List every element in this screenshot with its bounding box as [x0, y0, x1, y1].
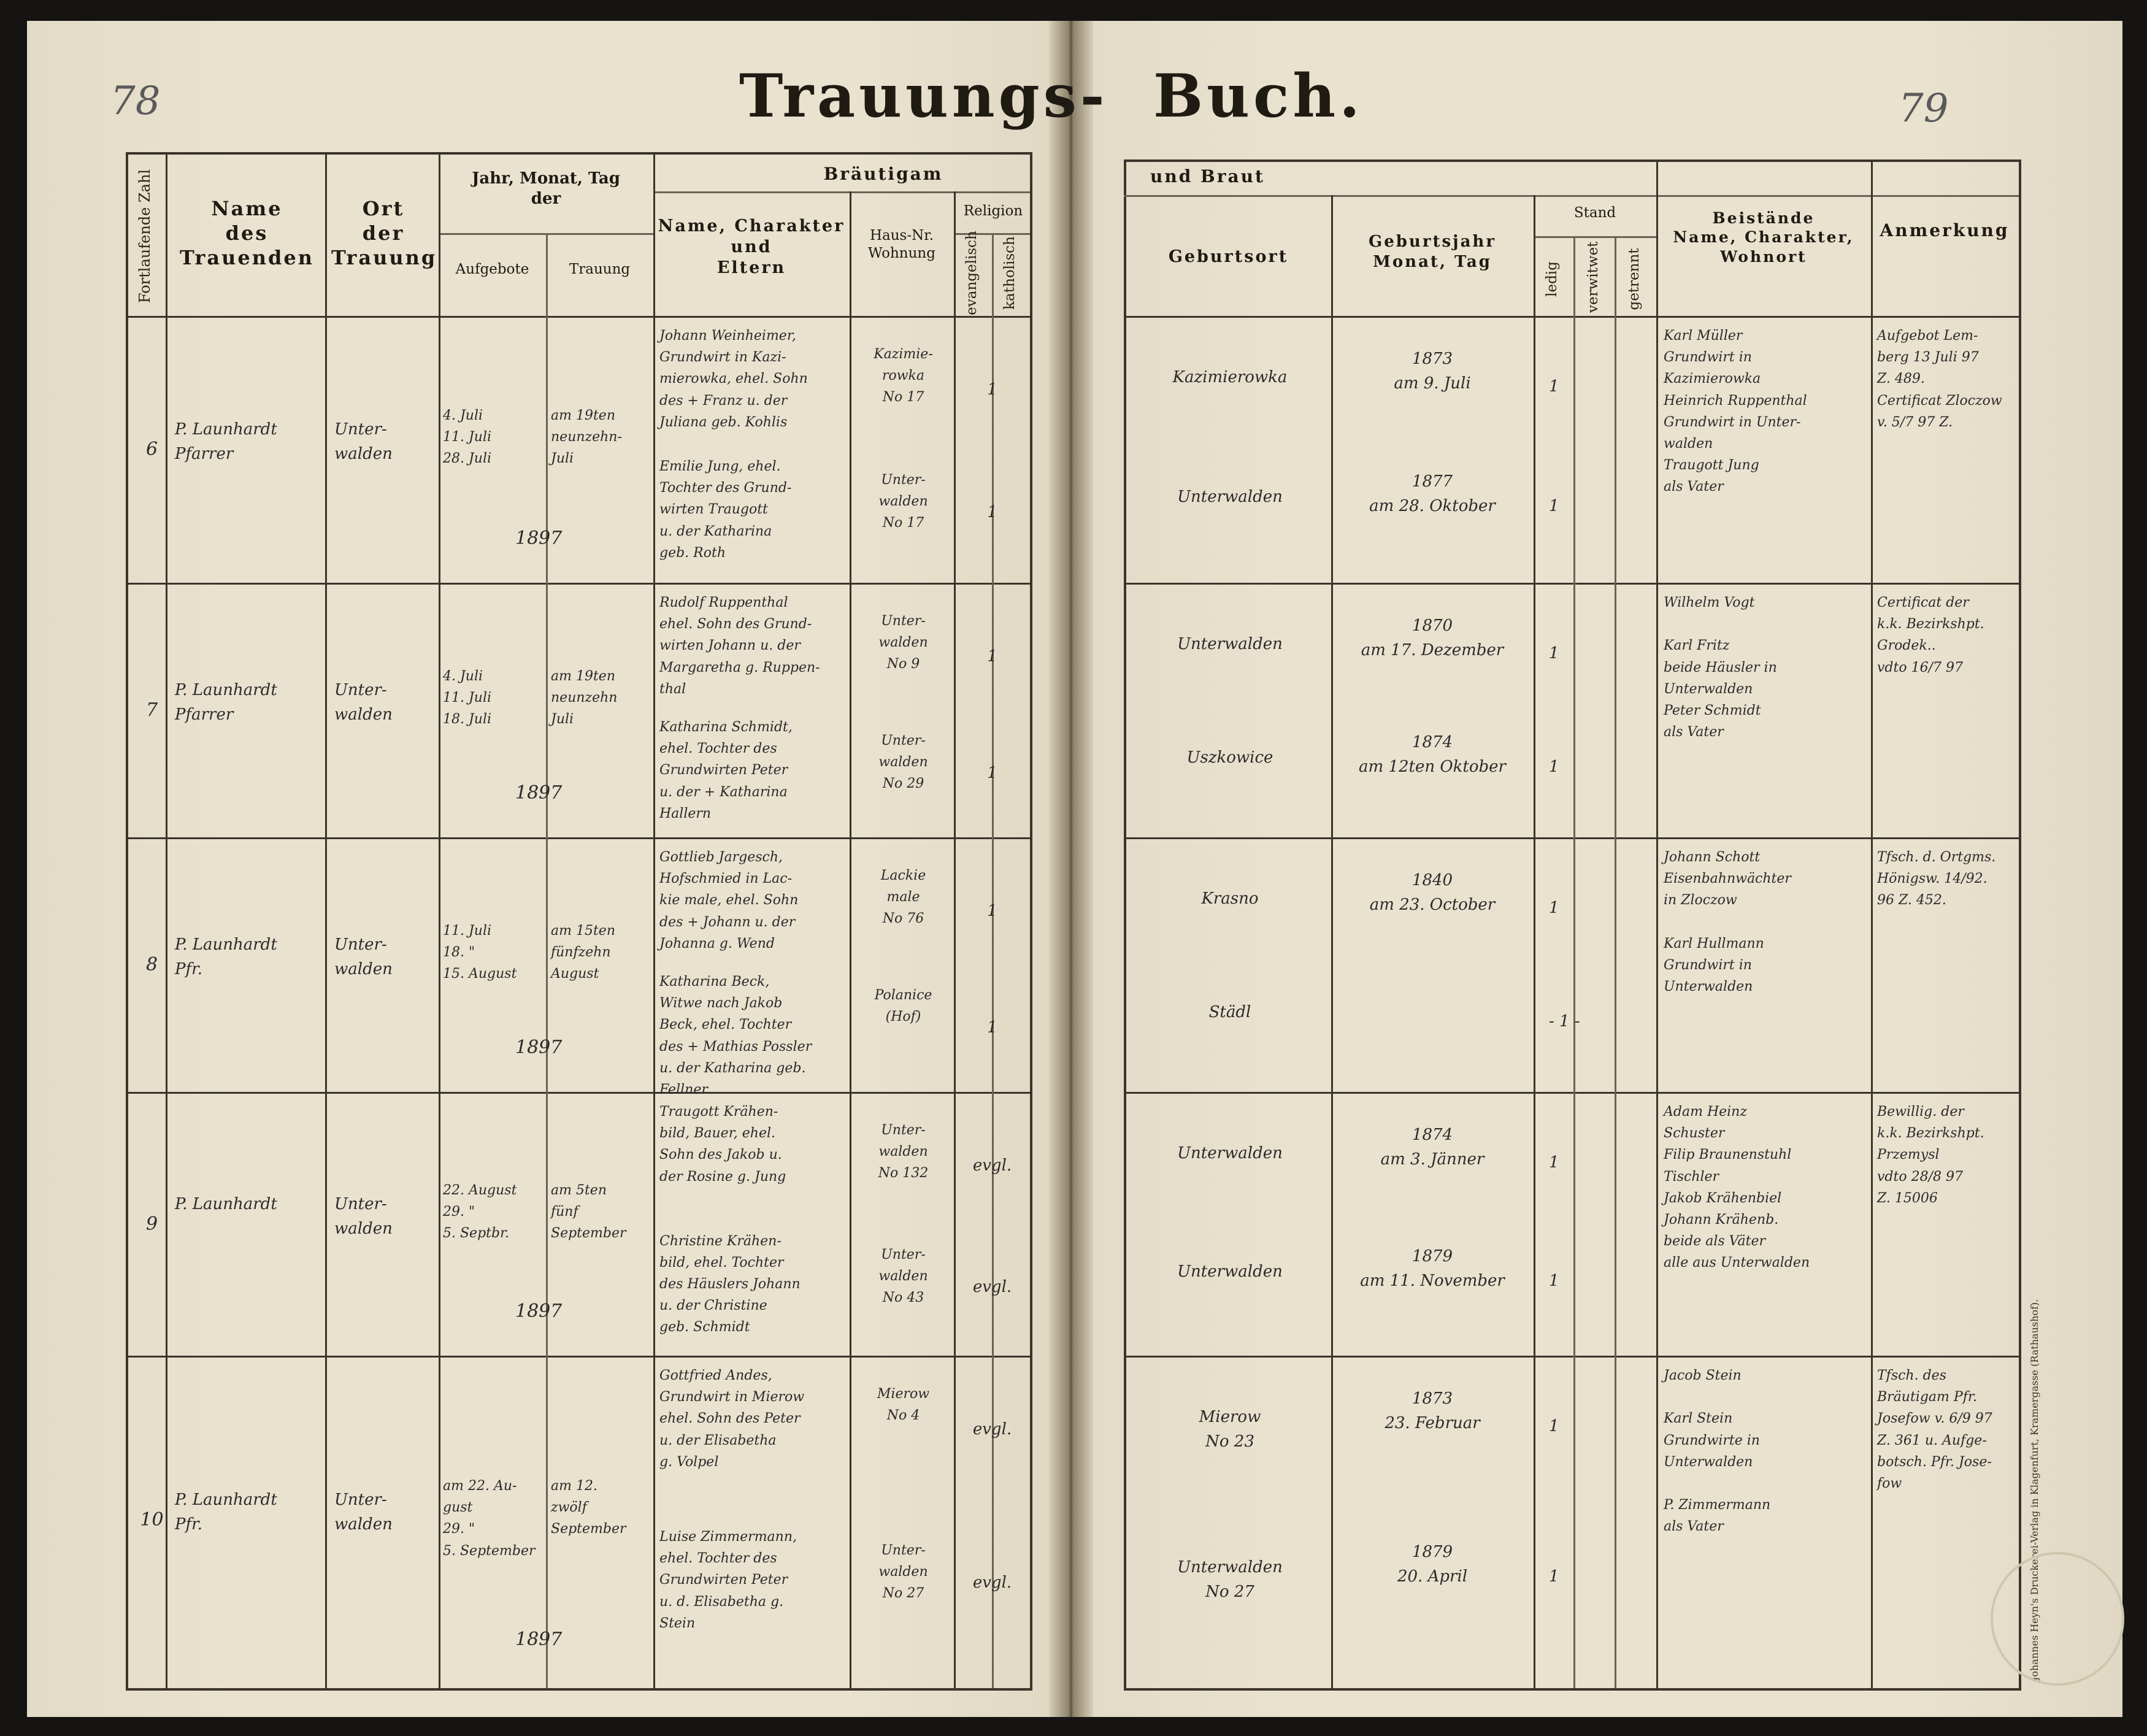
row-rule-3-left	[126, 1092, 1030, 1094]
header-haus-nr-wohnung: Haus-Nr. Wohnung	[868, 228, 935, 261]
title-left: Trauungs-	[739, 61, 1108, 131]
remarks: Tfsch. des Bräutigam Pfr. Josefow v. 6/9 97 Z. 361 u. Aufge- botsch. Pfr. Jose- fow	[1877, 1368, 1992, 1491]
wedding-year: 1897	[515, 1037, 563, 1058]
wedding-date: am 5ten fünf September	[551, 1182, 626, 1241]
groom-birthplace: Kazimierowka	[1172, 368, 1288, 386]
record-number: 9	[145, 1213, 158, 1235]
bride-religion: 1	[987, 764, 997, 782]
groom-house: Mierow No 4	[877, 1386, 930, 1424]
bride-house: Polanice (Hof)	[874, 988, 932, 1025]
wedding-date: am 12. zwölf September	[551, 1478, 626, 1537]
bride-birth-date: 1879 20. April	[1397, 1543, 1468, 1586]
wedding-year: 1897	[515, 1300, 563, 1322]
groom-religion: 1	[987, 380, 997, 399]
row-rule-1-right	[1124, 583, 2019, 585]
bride-religion: evgl.	[972, 1277, 1012, 1296]
remarks: Aufgebot Lem- berg 13 Juli 97 Z. 489. Certificat Zloczow v. 5/7 97 Z.	[1877, 328, 2002, 430]
header-fortlaufende-zahl: Fortlaufende Zahl	[136, 169, 153, 304]
header-anmerkung: Anmerkung	[1880, 220, 2010, 240]
right-page-number: 79	[1899, 86, 1949, 131]
bride-details: Luise Zimmermann, ehel. Tochter des Grundwirten Peter u. d. Elisabetha g. Stein	[659, 1529, 797, 1631]
header-evangelisch: evangelisch	[964, 231, 980, 315]
record-number: 6	[145, 439, 158, 460]
header-jahr-monat-tag: Jahr, Monat, Tag der	[472, 169, 620, 208]
record-number: 10	[140, 1509, 164, 1531]
groom-house: Unter- walden No 9	[878, 613, 928, 672]
groom-details: Gottfried Andes, Grundwirt in Mierow ehel. Sohn des Peter u. der Elisabetha g. Volpel	[659, 1368, 805, 1470]
bride-birthplace: Unterwalden	[1177, 488, 1283, 506]
bride-birthplace: Unterwalden	[1177, 1262, 1283, 1281]
book-gutter	[1049, 21, 1093, 1717]
witnesses: Jacob Stein Karl Stein Grundwirte in Unterwalden P. Zimmermann als Vater	[1664, 1368, 1771, 1535]
title-right: Buch.	[1153, 61, 1364, 131]
wedding-date: am 19ten neunzehn Juli	[551, 669, 618, 728]
remarks: Certificat der k.k. Bezirkshpt. Grodek.. vdto 16/7 97	[1877, 595, 1984, 675]
col-rule-nr	[166, 152, 167, 1688]
col-rule-ledig	[1573, 236, 1575, 1688]
row-rule-4-left	[126, 1356, 1030, 1358]
bride-details: Christine Krähen- bild, ehel. Tochter des Häuslers Johann u. der Christine geb. Schmidt	[659, 1233, 801, 1335]
wedding-date: am 15ten fünfzehn August	[551, 923, 615, 982]
bride-birthplace: Unterwalden No 27	[1177, 1558, 1283, 1602]
banns-dates: 22. August 29. " 5. Septbr.	[443, 1182, 517, 1241]
left-header-rule	[126, 316, 1030, 318]
groom-house: Kazimie- rowka No 17	[874, 347, 933, 405]
row-rule-3-right	[1124, 1092, 2019, 1094]
record-number: 7	[145, 699, 158, 721]
groom-birthplace: Krasno	[1201, 889, 1259, 908]
groom-birth-date: 1870 am 17. Dezember	[1361, 616, 1504, 660]
stand-subrule	[1534, 236, 1656, 238]
faded-stamp	[1991, 1552, 2124, 1686]
bride-house: Unter- walden No 29	[878, 733, 928, 792]
header-beistaende: Beistände Name, Charakter, Wohnort	[1673, 209, 1854, 266]
bride-birth-date: 1877 am 28. Oktober	[1369, 472, 1496, 516]
bride-house: Unter- walden No 17	[878, 472, 928, 531]
banns-dates: 4. Juli 11. Juli 18. Juli	[443, 669, 492, 728]
groom-birth-date: 1874 am 3. Jänner	[1380, 1126, 1484, 1169]
groom-birthplace: Mierow No 23	[1199, 1408, 1261, 1451]
remarks: Tfsch. d. Ortgms. Hönigsw. 14/92. 96 Z. 452.	[1877, 850, 1996, 908]
bride-house: Unter- walden No 27	[878, 1543, 928, 1602]
banns-dates: am 22. Au- gust 29. " 5. September	[443, 1478, 536, 1559]
bride-birthplace: Uszkowice	[1186, 748, 1273, 767]
header-religion: Religion	[963, 203, 1023, 219]
col-rule-geburtsort	[1331, 195, 1333, 1688]
bride-status: 1	[1549, 1271, 1559, 1290]
remarks: Bewillig. der k.k. Bezirkshpt. Przemysl vdto 28/8 97 Z. 15006	[1877, 1104, 1984, 1206]
record-number: 8	[145, 954, 158, 975]
row-rule-4-right	[1124, 1356, 2019, 1358]
bride-birthplace: Städl	[1208, 1003, 1251, 1021]
witnesses: Adam Heinz Schuster Filip Braunenstuhl Tischler Jakob Krähenbiel Johann Krähenb. beide als Väter alle aus Unterwalden	[1664, 1104, 1810, 1271]
groom-house: Lackie male No 76	[880, 868, 926, 927]
groom-religion: 1	[987, 902, 997, 920]
wedding-place: Unter- walden	[334, 420, 393, 464]
bride-religion: 1	[987, 1018, 997, 1037]
bride-religion: 1	[987, 503, 997, 521]
header-und-braut: und Braut	[1150, 166, 1265, 186]
row-rule-1-left	[126, 583, 1030, 585]
wedding-place: Unter- walden	[334, 1194, 393, 1238]
col-rule-religion	[992, 233, 994, 1688]
groom-religion: evgl.	[972, 1420, 1012, 1438]
header-ledig: ledig	[1544, 261, 1560, 297]
bride-details: Katharina Schmidt, ehel. Tochter des Grundwirten Peter u. der + Katharina Hallern	[659, 720, 793, 821]
col-rule-aufgebote	[546, 233, 548, 1688]
groom-birth-date: 1873 am 9. Juli	[1394, 350, 1471, 393]
groom-details: Johann Weinheimer, Grundwirt in Kazi- mierowka, ehel. Sohn des + Franz u. der Juliana geb. Kohlis	[659, 328, 808, 430]
groom-birthplace: Unterwalden	[1177, 1144, 1283, 1162]
col-rule-eltern	[850, 191, 851, 1688]
row-rule-2-left	[126, 837, 1030, 839]
und-braut-rule	[1124, 195, 2019, 197]
header-getrennt: getrennt	[1626, 248, 1642, 310]
bride-birth-date: 1879 am 11. November	[1360, 1246, 1505, 1290]
groom-birthplace: Unterwalden	[1177, 635, 1283, 653]
groom-status: 1	[1549, 899, 1559, 917]
groom-status: 1	[1549, 1153, 1559, 1172]
bride-status: 1	[1549, 758, 1559, 776]
wedding-place: Unter- walden	[334, 1491, 393, 1534]
wedding-year: 1897	[515, 1629, 563, 1650]
banns-dates: 4. Juli 11. Juli 28. Juli	[443, 408, 492, 467]
bride-birth-date: 1874 am 12ten Oktober	[1359, 733, 1506, 777]
bride-house: Unter- walden No 43	[878, 1246, 928, 1305]
groom-birth-date: 1873 23. Februar	[1385, 1389, 1480, 1433]
header-aufgebote: Aufgebote	[455, 261, 529, 277]
bride-status: 1	[1549, 1567, 1559, 1586]
groom-details: Gottlieb Jargesch, Hofschmied in Lac- kie male, ehel. Sohn des + Johann u. der Johanna g. Wend	[659, 850, 799, 951]
left-page-number: 78	[110, 79, 161, 124]
groom-birth-date: 1840 am 23. October	[1369, 871, 1496, 915]
header-name-charakter-eltern: Name, Charakter und Eltern	[658, 217, 845, 277]
groom-religion: 1	[987, 647, 997, 666]
header-katholisch: katholisch	[1002, 236, 1018, 310]
officiant-name: P. Launhardt Pfarrer	[175, 681, 277, 724]
groom-status: 1	[1549, 644, 1559, 663]
groom-status: 1	[1549, 1417, 1559, 1435]
groom-religion: evgl.	[972, 1156, 1012, 1175]
header-verwitwet: verwitwet	[1585, 241, 1601, 313]
header-name-trauenden: Name des Trauenden	[180, 197, 314, 269]
witnesses: Johann Schott Eisenbahnwächter in Zloczow Karl Hullmann Grundwirt in Unterwalden	[1664, 850, 1791, 995]
wedding-place: Unter- walden	[334, 935, 393, 979]
witnesses: Wilhelm Vogt Karl Fritz beide Häusler in Unterwalden Peter Schmidt als Vater	[1664, 595, 1777, 740]
groom-status: 1	[1549, 377, 1559, 396]
bride-details: Emilie Jung, ehel. Tochter des Grund- wirten Traugott u. der Katharina geb. Roth	[659, 459, 792, 561]
officiant-name: P. Launhardt Pfarrer	[175, 420, 277, 464]
col-rule-haus	[954, 191, 956, 1688]
header-ort-trauung: Ort der Trauung	[331, 197, 437, 269]
bride-status: 1	[1549, 497, 1559, 515]
groom-house: Unter- walden No 132	[878, 1123, 929, 1181]
bride-status: - 1 -	[1549, 1012, 1580, 1031]
printer-imprint: Johannes Heyn's Druckerei-Verlag in Klagenfurt, Kramergasse (Rathaushof).	[2029, 1299, 2040, 1681]
officiant-name: P. Launhardt Pfr.	[175, 935, 277, 979]
col-rule-trauung	[653, 152, 655, 1688]
col-rule-verwitwet	[1615, 236, 1616, 1688]
bride-religion: evgl.	[972, 1573, 1012, 1592]
col-rule-ort	[439, 152, 440, 1688]
header-geburtsort: Geburtsort	[1168, 247, 1289, 266]
header-stand: Stand	[1573, 205, 1616, 221]
col-rule-name	[325, 152, 327, 1688]
col-rule-beistaende	[1871, 159, 1873, 1688]
col-rule-geburtsjahr	[1534, 195, 1535, 1688]
banns-dates: 11. Juli 18. " 15. August	[443, 923, 517, 982]
wedding-place: Unter- walden	[334, 681, 393, 724]
braeutigam-rule	[653, 191, 1030, 193]
groom-details: Rudolf Ruppenthal ehel. Sohn des Grund- wirten Johann u. der Margaretha g. Ruppen- thal	[659, 595, 820, 697]
wedding-year: 1897	[515, 782, 563, 804]
officiant-name: P. Launhardt	[175, 1194, 277, 1213]
wedding-year: 1897	[515, 528, 563, 549]
officiant-name: P. Launhardt Pfr.	[175, 1491, 277, 1534]
header-geburtsjahr: Geburtsjahr Monat, Tag	[1368, 232, 1497, 271]
row-rule-2-right	[1124, 837, 2019, 839]
header-braeutigam: Bräutigam	[823, 164, 943, 184]
header-trauung: Trauung	[569, 261, 631, 277]
witnesses: Karl Müller Grundwirt in Kazimierowka Heinrich Ruppenthal Grundwirt in Unter- walden Traugott Jung als Vater	[1664, 328, 1807, 495]
bride-details: Katharina Beck, Witwe nach Jakob Beck, ehel. Tochter des + Mathias Possler u. der Katharina geb. Fellner	[659, 974, 812, 1097]
right-header-rule	[1124, 316, 2019, 318]
wedding-date: am 19ten neunzehn- Juli	[551, 408, 622, 467]
groom-details: Traugott Krähen- bild, Bauer, ehel. Sohn des Jakob u. der Rosine g. Jung	[659, 1104, 786, 1185]
